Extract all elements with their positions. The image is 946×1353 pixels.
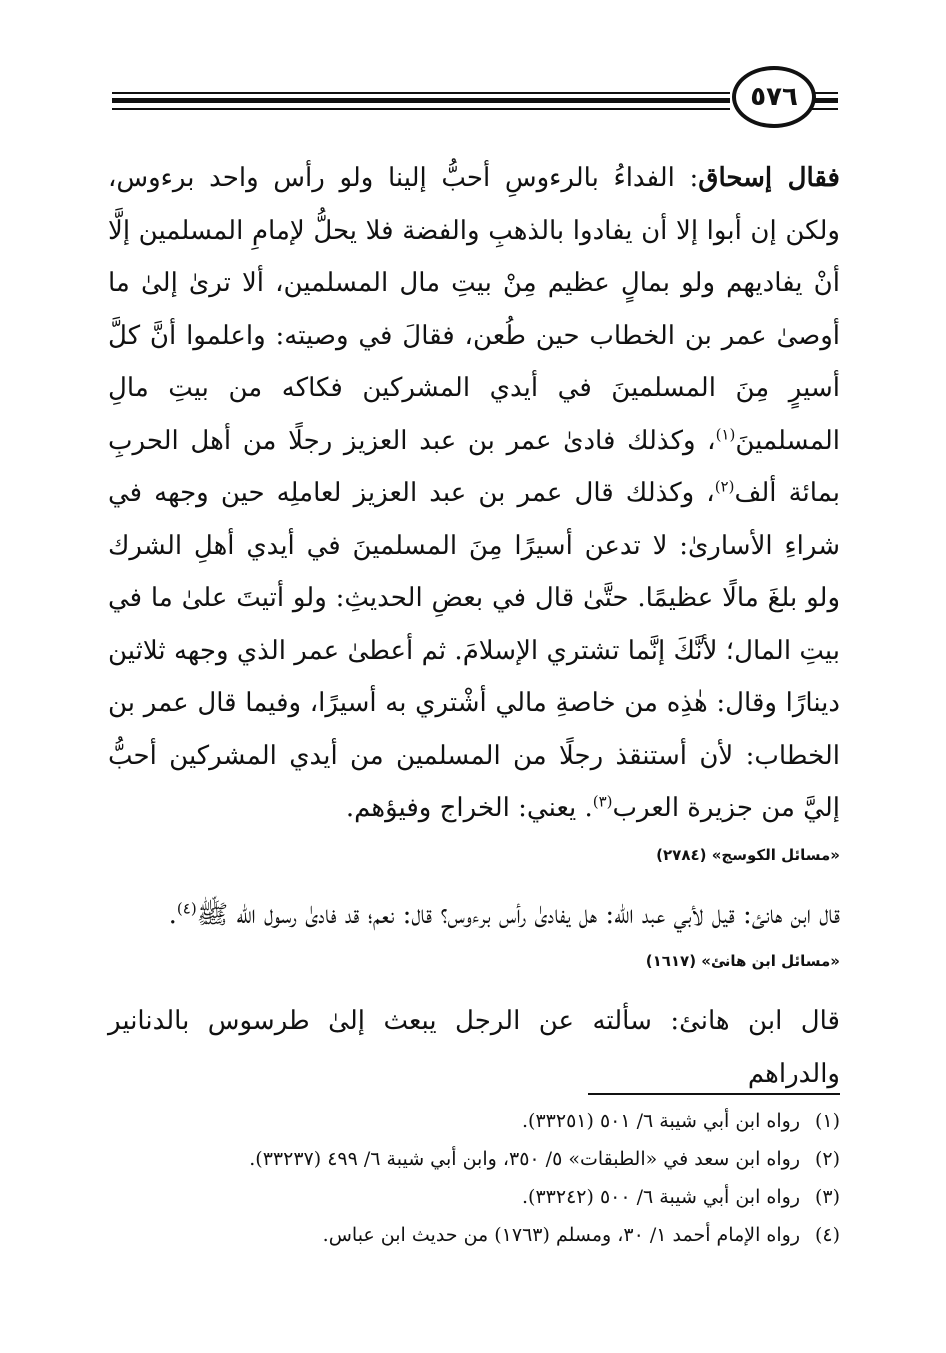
paragraph-text: قال ابن هانئ: قيل لأبي عبد الله: هل يفادىٰ رأس برءوس؟ قال: نعم؛ قد فادىٰ رسول الله ﷺ (196, 899, 840, 930)
footnote-number: (٤) (814, 1224, 840, 1246)
header-rule-thick (112, 98, 730, 103)
header-rule-thin-top (112, 92, 730, 94)
header-rule-right-thin-bottom (812, 108, 838, 110)
footnote-1 (108, 1102, 840, 1140)
main-text (108, 152, 840, 1100)
footnote-text: رواه ابن أبي شيبة ٦/ ٥٠٠ (٣٣٢٤٢). (522, 1186, 800, 1208)
footnotes (108, 1102, 840, 1254)
footnote-3 (108, 1178, 840, 1216)
footnote-number: (٢) (814, 1148, 840, 1170)
header-rule-right-thin-top (812, 92, 838, 94)
footnote-ref-4[interactable]: (٤) (176, 898, 197, 917)
footnote-number: (١) (814, 1110, 840, 1132)
page-number: ٥٧٦ (732, 66, 816, 128)
footnote-ref-2[interactable]: (٢) (714, 477, 735, 496)
footnote-number: (٣) (814, 1186, 840, 1208)
footnote-text: رواه ابن أبي شيبة ٦/ ٥٠١ (٣٣٢٥١). (522, 1110, 800, 1132)
page-header (112, 62, 838, 132)
footnote-ref-3[interactable]: (٣) (592, 792, 613, 811)
paragraph-ibn-hani-2 (108, 995, 840, 1100)
paragraph-ishaq (108, 152, 840, 835)
source-citation-2: «مسائل ابن هانئ» (١٦١٧) (645, 952, 840, 970)
speaker-label: فقال إسحاق (698, 163, 840, 193)
footnote-separator (588, 1093, 840, 1095)
paragraph-text: ، وكذلك فادىٰ عمر بن عبد العزيز رجلًا من أهل الحربِ بمائة ألف (108, 425, 840, 508)
source-citation-1: «مسائل الكوسج» (٢٧٨٤) (656, 845, 840, 864)
footnote-4 (108, 1216, 840, 1254)
footnote-2 (108, 1140, 840, 1178)
footnote-text: رواه الإمام أحمد ١/ ٣٠، ومسلم (١٧٦٣) من حديث ابن عباس. (322, 1224, 800, 1246)
paragraph-text: قال ابن هانئ: سألته عن الرجل يبعث إلىٰ طرسوس بالدنانير والدراهم (108, 1006, 840, 1089)
paragraph-ibn-hani-1 (108, 889, 840, 942)
paragraph-text: ، وكذلك قال عمر بن عبد العزيز لعاملِه حين وجهه في شراءِ الأسارىٰ: لا تدعن أسيرًا مِنَ المسلمينَ في أيدي أهلِ الشرك ولو بلغَ مالًا عظيمًا. حتَّىٰ قال في بعضِ الحديثِ: ولو أتيتَ علىٰ ما في بيتِ المال؛ لأنَّكَ إنَّما تشتري الإسلامَ. ثم أعطىٰ عمر الذي وجهه ثلاثين دينارًا وقال: هٰذِه من خاصةِ مالي أشْتري به أسيرًا، وفيما قال عمر بن الخطاب: لأن أستنقذ رجلًا من المسلمين من أيدي المشركين أحبُّ إليَّ من جزيرة العرب (108, 478, 840, 823)
paragraph-text: : الفداءُ بالرءوسِ أحبُّ إلينا ولو رأس واحد برءوس، ولكن إن أبوا إلا أن يفادوا بالذهبِ والفضة فلا يحلُّ لإمامِ المسلمين إلَّا أنْ يفاديهم ولو بمالٍ عظيم مِنْ بيتِ مال المسلمين، ألا ترىٰ إلىٰ ما أوصىٰ عمر بن الخطاب حين طُعن، فقالَ في وصيته: واعلموا أنَّ كلَّ أسيرٍ مِنَ المسلمينَ في أيدي المشركين فكاكه من بيتِ مالِ المسلمينَ (108, 163, 840, 456)
header-rule-thin-bottom (112, 108, 730, 110)
footnote-text: رواه ابن سعد في «الطبقات» ٥/ ٣٥٠، وابن أبي شيبة ٦/ ٤٩٩ (٣٣٢٣٧). (249, 1148, 800, 1170)
paragraph-text: . (168, 899, 177, 930)
paragraph-text: . يعني: الخراج وفيؤهم. (345, 793, 593, 823)
footnote-ref-1[interactable]: (١) (715, 424, 736, 443)
